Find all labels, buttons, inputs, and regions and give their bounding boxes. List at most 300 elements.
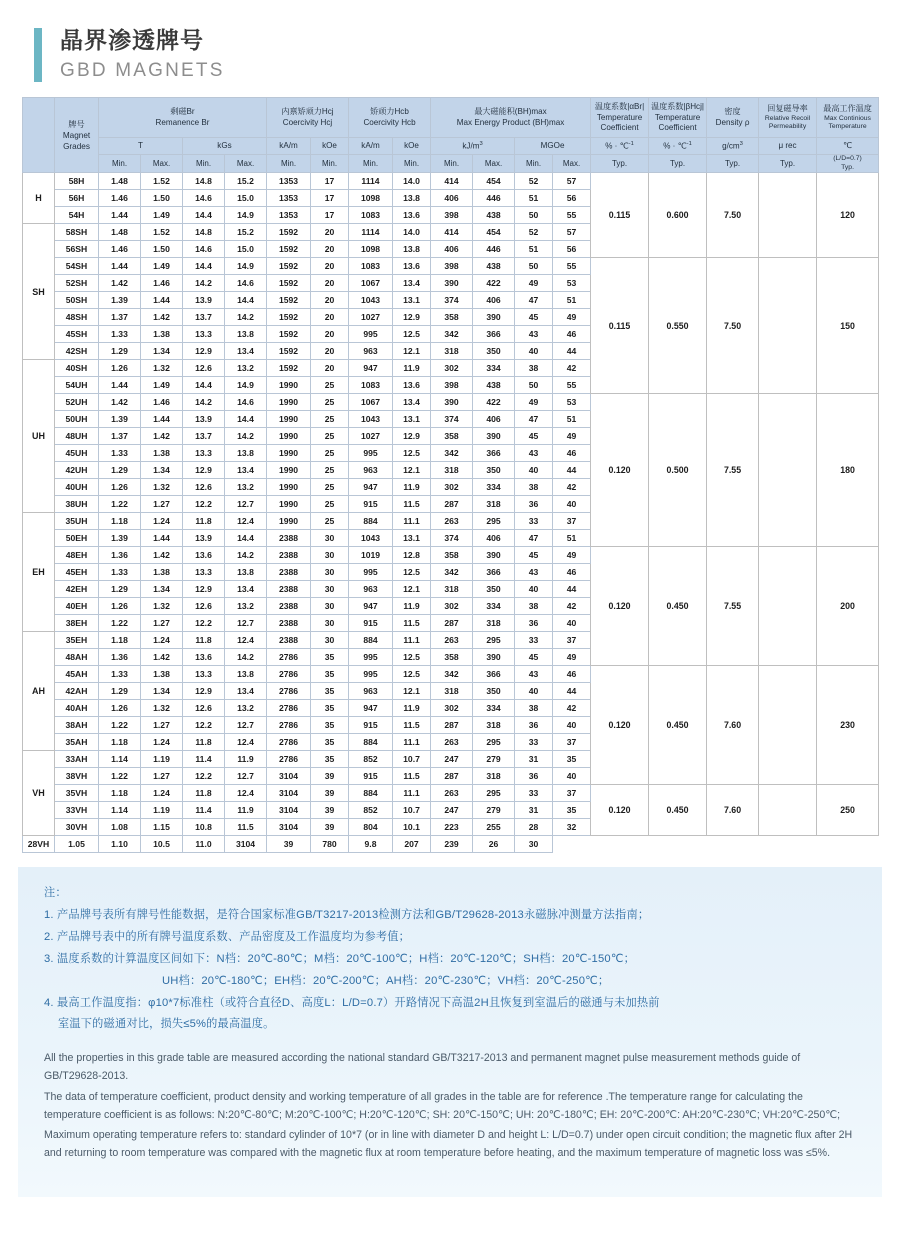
header-hcb-cn: 矫顽力Hcb bbox=[370, 107, 409, 117]
cell-value: 1.19 bbox=[141, 751, 183, 768]
cell-value: 390 bbox=[431, 394, 473, 411]
grade-name: 38UH bbox=[55, 496, 99, 513]
cell-value: 1098 bbox=[349, 241, 393, 258]
cell-value: 25 bbox=[311, 513, 349, 530]
cell-value: 10.8 bbox=[183, 819, 225, 836]
alpha-coefficient: 0.120 bbox=[591, 785, 649, 836]
cell-value: 55 bbox=[553, 377, 591, 394]
cell-value: 40 bbox=[553, 768, 591, 785]
cell-value: 49 bbox=[553, 309, 591, 326]
cell-value: 1.24 bbox=[141, 785, 183, 802]
stat-bh-kjm3-min: Min. bbox=[431, 155, 473, 173]
cell-value: 963 bbox=[349, 683, 393, 700]
cell-value: 295 bbox=[473, 632, 515, 649]
grade-name: 42AH bbox=[55, 683, 99, 700]
group-label-vh: VH bbox=[23, 751, 55, 836]
cell-value: 1592 bbox=[267, 309, 311, 326]
cell-value: 2388 bbox=[267, 564, 311, 581]
grade-name: 56SH bbox=[55, 241, 99, 258]
alpha-coefficient: 0.120 bbox=[591, 547, 649, 666]
cell-value: 12.7 bbox=[225, 615, 267, 632]
table-row bbox=[23, 785, 879, 802]
table-header bbox=[23, 98, 879, 173]
cell-value: 11.5 bbox=[393, 496, 431, 513]
cell-value: 915 bbox=[349, 496, 393, 513]
cell-value: 42 bbox=[553, 598, 591, 615]
cell-value: 14.6 bbox=[183, 241, 225, 258]
cell-value: 57 bbox=[553, 224, 591, 241]
group-label-eh: EH bbox=[23, 513, 55, 632]
cell-value: 1.44 bbox=[141, 530, 183, 547]
stat-ld-ratio: (L/D=0.7) bbox=[833, 155, 862, 163]
grades-table-wrap bbox=[0, 97, 900, 853]
header-density-en: Density ρ bbox=[715, 117, 750, 127]
cell-value: 1.38 bbox=[141, 666, 183, 683]
grade-name: 56H bbox=[55, 190, 99, 207]
unit-alpha bbox=[591, 138, 649, 155]
cell-value: 1.32 bbox=[141, 700, 183, 717]
cell-value: 852 bbox=[349, 802, 393, 819]
cell-value: 1114 bbox=[349, 224, 393, 241]
cell-value: 1990 bbox=[267, 462, 311, 479]
cell-value: 1083 bbox=[349, 258, 393, 275]
cell-value: 390 bbox=[473, 649, 515, 666]
cell-value: 1.42 bbox=[99, 275, 141, 292]
cell-value: 12.6 bbox=[183, 700, 225, 717]
cell-value: 239 bbox=[431, 836, 473, 853]
cell-value: 53 bbox=[553, 275, 591, 292]
header-row-3 bbox=[23, 155, 879, 173]
cell-value: 318 bbox=[431, 581, 473, 598]
cell-value: 13.8 bbox=[225, 564, 267, 581]
unit-kam-hcj: kA/m bbox=[267, 138, 311, 155]
cell-value: 39 bbox=[267, 836, 311, 853]
recoil-permeability bbox=[759, 666, 817, 785]
cell-value: 1.39 bbox=[99, 411, 141, 428]
cell-value: 12.7 bbox=[225, 768, 267, 785]
cell-value: 14.2 bbox=[225, 649, 267, 666]
cell-value: 947 bbox=[349, 479, 393, 496]
cell-value: 14.9 bbox=[225, 258, 267, 275]
cell-value: 1990 bbox=[267, 377, 311, 394]
cell-value: 35 bbox=[311, 700, 349, 717]
cell-value: 38 bbox=[515, 360, 553, 377]
cell-value: 390 bbox=[473, 428, 515, 445]
cell-value: 995 bbox=[349, 564, 393, 581]
cell-value: 1.49 bbox=[141, 377, 183, 394]
grade-name: 48EH bbox=[55, 547, 99, 564]
cell-value: 12.6 bbox=[183, 360, 225, 377]
cell-value: 438 bbox=[473, 258, 515, 275]
cell-value: 406 bbox=[473, 292, 515, 309]
cell-value: 2388 bbox=[267, 632, 311, 649]
cell-value: 36 bbox=[515, 717, 553, 734]
cell-value: 57 bbox=[553, 173, 591, 190]
grade-name: 54UH bbox=[55, 377, 99, 394]
grade-name: 52UH bbox=[55, 394, 99, 411]
cell-value: 14.0 bbox=[393, 173, 431, 190]
unit-density bbox=[707, 138, 759, 155]
cell-value: 2388 bbox=[267, 547, 311, 564]
cell-value: 14.0 bbox=[393, 224, 431, 241]
cell-value: 35 bbox=[553, 751, 591, 768]
cell-value: 33 bbox=[515, 785, 553, 802]
cell-value: 963 bbox=[349, 581, 393, 598]
cell-value: 33 bbox=[515, 734, 553, 751]
cell-value: 44 bbox=[553, 462, 591, 479]
cell-value: 20 bbox=[311, 343, 349, 360]
cell-value: 255 bbox=[473, 819, 515, 836]
cell-value: 915 bbox=[349, 768, 393, 785]
cell-value: 12.5 bbox=[393, 666, 431, 683]
cell-value: 1083 bbox=[349, 207, 393, 224]
cell-value: 1.29 bbox=[99, 581, 141, 598]
cell-value: 13.8 bbox=[225, 445, 267, 462]
cell-value: 1.22 bbox=[99, 496, 141, 513]
cell-value: 30 bbox=[311, 547, 349, 564]
stat-hcj-kam-min: Min. bbox=[267, 155, 311, 173]
cell-value: 884 bbox=[349, 513, 393, 530]
cell-value: 995 bbox=[349, 445, 393, 462]
cell-value: 13.4 bbox=[225, 581, 267, 598]
cell-value: 318 bbox=[473, 615, 515, 632]
cell-value: 1990 bbox=[267, 445, 311, 462]
cell-value: 446 bbox=[473, 241, 515, 258]
cell-value: 46 bbox=[553, 564, 591, 581]
cell-value: 1.39 bbox=[99, 292, 141, 309]
cell-value: 13.1 bbox=[393, 292, 431, 309]
cell-value: 1353 bbox=[267, 207, 311, 224]
unit-koe-hcb: kOe bbox=[393, 138, 431, 155]
cell-value: 279 bbox=[473, 802, 515, 819]
cell-value: 1.46 bbox=[99, 190, 141, 207]
stat-ld-typ: Typ. bbox=[841, 163, 854, 171]
cell-value: 446 bbox=[473, 190, 515, 207]
cell-value: 11.8 bbox=[183, 785, 225, 802]
cell-value: 1592 bbox=[267, 326, 311, 343]
cell-value: 11.5 bbox=[393, 615, 431, 632]
cell-value: 33 bbox=[515, 513, 553, 530]
cell-value: 25 bbox=[311, 377, 349, 394]
cell-value: 12.1 bbox=[393, 683, 431, 700]
cell-value: 780 bbox=[311, 836, 349, 853]
grade-name: 38VH bbox=[55, 768, 99, 785]
cell-value: 1.42 bbox=[141, 649, 183, 666]
cell-value: 13.6 bbox=[393, 377, 431, 394]
cell-value: 11.9 bbox=[393, 598, 431, 615]
cell-value: 12.5 bbox=[393, 564, 431, 581]
cell-value: 11.5 bbox=[225, 819, 267, 836]
density-value: 7.50 bbox=[707, 173, 759, 258]
page-title-en: GBD MAGNETS bbox=[60, 59, 225, 81]
beta-coefficient: 0.450 bbox=[649, 666, 707, 785]
cell-value: 318 bbox=[431, 343, 473, 360]
cell-value: 35 bbox=[311, 717, 349, 734]
cell-value: 2388 bbox=[267, 615, 311, 632]
grade-name: 40AH bbox=[55, 700, 99, 717]
stat-br-kgs-min: Min. bbox=[183, 155, 225, 173]
cell-value: 247 bbox=[431, 802, 473, 819]
header-recoil bbox=[759, 98, 817, 138]
cell-value: 302 bbox=[431, 598, 473, 615]
cell-value: 1.42 bbox=[141, 309, 183, 326]
cell-value: 15.2 bbox=[225, 224, 267, 241]
cell-value: 11.1 bbox=[393, 785, 431, 802]
cell-value: 13.9 bbox=[183, 292, 225, 309]
cell-value: 1.14 bbox=[99, 802, 141, 819]
cell-value: 1.29 bbox=[99, 683, 141, 700]
stat-hcj-koe-min: Min. bbox=[311, 155, 349, 173]
note-item-1: 1. 产品牌号表所有牌号性能数据，是符合国家标准GB/T3217-2013检测方法和GB/T29628-2013永磁脉冲测量方法指南； bbox=[44, 909, 650, 922]
cell-value: 13.8 bbox=[393, 190, 431, 207]
grade-name: 35EH bbox=[55, 632, 99, 649]
grade-name: 50SH bbox=[55, 292, 99, 309]
notes-label: 注： bbox=[44, 887, 67, 900]
cell-value: 295 bbox=[473, 785, 515, 802]
cell-value: 25 bbox=[311, 411, 349, 428]
cell-value: 37 bbox=[553, 785, 591, 802]
cell-value: 13.4 bbox=[225, 343, 267, 360]
header-beta-cn: 温度系数|βHcj| bbox=[651, 102, 704, 112]
cell-value: 44 bbox=[553, 581, 591, 598]
group-label-ah: AH bbox=[23, 632, 55, 751]
cell-value: 40 bbox=[515, 343, 553, 360]
cell-value: 2786 bbox=[267, 751, 311, 768]
cell-value: 1.44 bbox=[99, 258, 141, 275]
cell-value: 20 bbox=[311, 309, 349, 326]
note-item-4-line1: 4. 最高工作温度指：φ10*7标准柱（或符合直径D、高度L：L/D=0.7）开路情况下高温2H且恢复到室温后的磁通与未加热前 bbox=[44, 996, 660, 1009]
grade-name: 40SH bbox=[55, 360, 99, 377]
recoil-permeability bbox=[759, 173, 817, 258]
cell-value: 1.44 bbox=[99, 207, 141, 224]
cell-value: 30 bbox=[311, 615, 349, 632]
cell-value: 12.9 bbox=[393, 309, 431, 326]
cell-value: 1.49 bbox=[141, 258, 183, 275]
cell-value: 25 bbox=[311, 394, 349, 411]
cell-value: 398 bbox=[431, 207, 473, 224]
alpha-coefficient: 0.115 bbox=[591, 258, 649, 394]
cell-value: 1990 bbox=[267, 394, 311, 411]
cell-value: 12.4 bbox=[225, 513, 267, 530]
cell-value: 1.15 bbox=[141, 819, 183, 836]
cell-value: 11.8 bbox=[183, 632, 225, 649]
cell-value: 342 bbox=[431, 666, 473, 683]
cell-value: 13.4 bbox=[225, 683, 267, 700]
cell-value: 38 bbox=[515, 598, 553, 615]
cell-value: 318 bbox=[431, 683, 473, 700]
header-alpha-br bbox=[591, 98, 649, 138]
header-recoil-cn: 回复磁导率 bbox=[767, 104, 808, 114]
cell-value: 13.7 bbox=[183, 309, 225, 326]
cell-value: 454 bbox=[473, 224, 515, 241]
cell-value: 15.0 bbox=[225, 241, 267, 258]
cell-value: 1.18 bbox=[99, 632, 141, 649]
cell-value: 13.2 bbox=[225, 479, 267, 496]
cell-value: 3104 bbox=[267, 785, 311, 802]
cell-value: 56 bbox=[553, 241, 591, 258]
cell-value: 12.1 bbox=[393, 343, 431, 360]
cell-value: 50 bbox=[515, 377, 553, 394]
cell-value: 10.7 bbox=[393, 802, 431, 819]
cell-value: 12.2 bbox=[183, 768, 225, 785]
cell-value: 1.24 bbox=[141, 734, 183, 751]
cell-value: 46 bbox=[553, 666, 591, 683]
table-row bbox=[23, 394, 879, 411]
max-temperature: 230 bbox=[817, 666, 879, 785]
cell-value: 11.8 bbox=[183, 513, 225, 530]
page-header bbox=[0, 0, 900, 97]
cell-value: 1.33 bbox=[99, 666, 141, 683]
cell-value: 13.2 bbox=[225, 598, 267, 615]
cell-value: 422 bbox=[473, 275, 515, 292]
cell-value: 11.9 bbox=[225, 802, 267, 819]
cell-value: 1.33 bbox=[99, 564, 141, 581]
page-title-cn: 晶界渗透牌号 bbox=[60, 27, 204, 53]
cell-value: 12.1 bbox=[393, 581, 431, 598]
cell-value: 1592 bbox=[267, 224, 311, 241]
stat-bh-mgoe-max: Max. bbox=[553, 155, 591, 173]
cell-value: 295 bbox=[473, 734, 515, 751]
cell-value: 438 bbox=[473, 377, 515, 394]
cell-value: 358 bbox=[431, 649, 473, 666]
cell-value: 14.2 bbox=[225, 309, 267, 326]
cell-value: 44 bbox=[553, 683, 591, 700]
group-label-h: H bbox=[23, 173, 55, 224]
cell-value: 20 bbox=[311, 275, 349, 292]
cell-value: 390 bbox=[473, 309, 515, 326]
cell-value: 40 bbox=[515, 581, 553, 598]
cell-value: 3104 bbox=[267, 819, 311, 836]
cell-value: 1.37 bbox=[99, 309, 141, 326]
cell-value: 12.7 bbox=[225, 496, 267, 513]
cell-value: 1.38 bbox=[141, 326, 183, 343]
cell-value: 15.2 bbox=[225, 173, 267, 190]
cell-value: 374 bbox=[431, 411, 473, 428]
cell-value: 1592 bbox=[267, 343, 311, 360]
cell-value: 358 bbox=[431, 309, 473, 326]
cell-value: 12.5 bbox=[393, 445, 431, 462]
stat-bh-mgoe-min: Min. bbox=[515, 155, 553, 173]
cell-value: 295 bbox=[473, 513, 515, 530]
grade-name: 38AH bbox=[55, 717, 99, 734]
cell-value: 12.9 bbox=[183, 683, 225, 700]
cell-value: 14.9 bbox=[225, 207, 267, 224]
cell-value: 14.2 bbox=[225, 547, 267, 564]
cell-value: 1.14 bbox=[99, 751, 141, 768]
cell-value: 1.48 bbox=[99, 224, 141, 241]
cell-value: 49 bbox=[553, 547, 591, 564]
cell-value: 1027 bbox=[349, 428, 393, 445]
unit-alpha-text: % · ℃ bbox=[605, 141, 629, 151]
cell-value: 366 bbox=[473, 445, 515, 462]
cell-value: 915 bbox=[349, 615, 393, 632]
cell-value: 1.26 bbox=[99, 479, 141, 496]
cell-value: 13.6 bbox=[393, 207, 431, 224]
cell-value: 13.1 bbox=[393, 411, 431, 428]
cell-value: 302 bbox=[431, 479, 473, 496]
cell-value: 390 bbox=[431, 275, 473, 292]
cell-value: 263 bbox=[431, 632, 473, 649]
cell-value: 35 bbox=[311, 734, 349, 751]
cell-value: 37 bbox=[553, 632, 591, 649]
cell-value: 11.9 bbox=[393, 479, 431, 496]
cell-value: 12.5 bbox=[393, 326, 431, 343]
cell-value: 13.2 bbox=[225, 360, 267, 377]
recoil-permeability bbox=[759, 785, 817, 836]
cell-value: 2786 bbox=[267, 649, 311, 666]
cell-value: 49 bbox=[515, 394, 553, 411]
cell-value: 12.9 bbox=[393, 428, 431, 445]
cell-value: 1.36 bbox=[99, 547, 141, 564]
cell-value: 263 bbox=[431, 785, 473, 802]
cell-value: 12.9 bbox=[183, 343, 225, 360]
cell-value: 52 bbox=[515, 173, 553, 190]
cell-value: 13.3 bbox=[183, 666, 225, 683]
cell-value: 25 bbox=[311, 462, 349, 479]
cell-value: 11.4 bbox=[183, 751, 225, 768]
beta-coefficient: 0.450 bbox=[649, 785, 707, 836]
cell-value: 35 bbox=[311, 751, 349, 768]
cell-value: 38 bbox=[515, 700, 553, 717]
cell-value: 963 bbox=[349, 343, 393, 360]
cell-value: 20 bbox=[311, 241, 349, 258]
cell-value: 302 bbox=[431, 360, 473, 377]
max-temperature: 200 bbox=[817, 547, 879, 666]
cell-value: 995 bbox=[349, 666, 393, 683]
beta-coefficient: 0.600 bbox=[649, 173, 707, 258]
cell-value: 46 bbox=[553, 326, 591, 343]
cell-value: 30 bbox=[311, 598, 349, 615]
cell-value: 334 bbox=[473, 360, 515, 377]
cell-value: 12.1 bbox=[393, 462, 431, 479]
unit-alpha-sup: -1 bbox=[628, 140, 634, 147]
cell-value: 13.4 bbox=[393, 275, 431, 292]
unit-koe-hcj: kOe bbox=[311, 138, 349, 155]
note-en-1: All the properties in this grade table are measured according the national standard GB/T3217-2013 and permanent magnet pulse measurement methods guide of GB/T29628-2013. bbox=[44, 1052, 801, 1083]
cell-value: 342 bbox=[431, 445, 473, 462]
cell-value: 318 bbox=[473, 717, 515, 734]
alpha-coefficient: 0.120 bbox=[591, 666, 649, 785]
cell-value: 14.8 bbox=[183, 173, 225, 190]
note-item-4-line2: 室温下的磁通对比，损失≤5%的最高温度。 bbox=[58, 1018, 275, 1031]
stat-br-t-max: Max. bbox=[141, 155, 183, 173]
cell-value: 1.29 bbox=[99, 462, 141, 479]
cell-value: 13.6 bbox=[183, 547, 225, 564]
cell-value: 318 bbox=[431, 462, 473, 479]
unit-kam-hcb: kA/m bbox=[349, 138, 393, 155]
cell-value: 1083 bbox=[349, 377, 393, 394]
cell-value: 53 bbox=[553, 394, 591, 411]
cell-value: 1043 bbox=[349, 530, 393, 547]
cell-value: 342 bbox=[431, 326, 473, 343]
grade-name: 40EH bbox=[55, 598, 99, 615]
cell-value: 1.46 bbox=[99, 241, 141, 258]
cell-value: 1.27 bbox=[141, 768, 183, 785]
note-item-3-cont: UH档：20℃-180℃；EH档：20℃-200℃；AH档：20℃-230℃；VH档：20℃-250℃； bbox=[162, 974, 610, 987]
cell-value: 49 bbox=[515, 275, 553, 292]
header-group-spacer bbox=[23, 98, 55, 173]
stat-recoil-typ: Typ. bbox=[759, 155, 817, 173]
cell-value: 1.26 bbox=[99, 700, 141, 717]
unit-density-sup: 3 bbox=[739, 140, 743, 147]
beta-coefficient: 0.450 bbox=[649, 547, 707, 666]
cell-value: 358 bbox=[431, 547, 473, 564]
cell-value: 1.29 bbox=[99, 343, 141, 360]
cell-value: 358 bbox=[431, 428, 473, 445]
grade-name: 58SH bbox=[55, 224, 99, 241]
title-block bbox=[60, 26, 225, 83]
cell-value: 37 bbox=[553, 513, 591, 530]
